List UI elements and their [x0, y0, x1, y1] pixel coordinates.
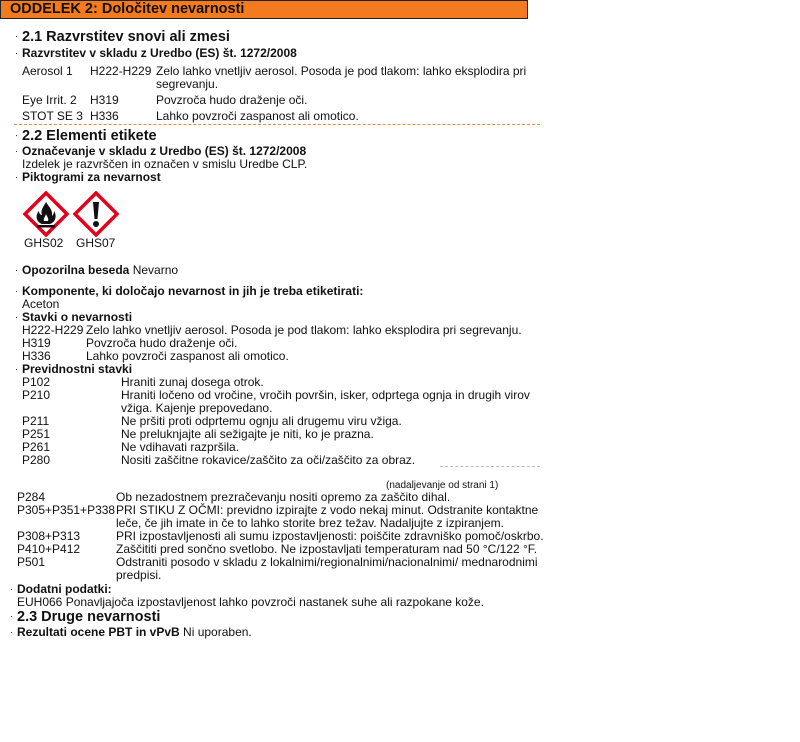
- additional-text: EUH066 Ponavljajoča izpostavljenost lahko povzroči nastanek suhe ali razpokane kože.: [17, 595, 484, 609]
- precaution-code: P261: [22, 440, 51, 454]
- precaution-text: Nositi zaščitne rokavice/zaščito za oči/zaščito za obraz.: [121, 453, 416, 467]
- hazard-title: Stavki o nevarnosti: [22, 310, 133, 324]
- precaution-text: vžiga. Kajenje prepovedano.: [121, 401, 273, 415]
- continued-note: (nadaljevanje od strani 1): [386, 480, 499, 491]
- precaution-text: PRI izpostavljenosti ali sumu izpostavljenosti: poiščite zdravniško pomoč/oskrbo.: [116, 529, 544, 543]
- label-text: Izdelek je razvrščen in označen v smislu Uredbe CLP.: [22, 157, 308, 171]
- bullet: ·: [15, 172, 18, 182]
- precaution-text: leče, če jih imate in če to lahko storite brez težav. Nadaljujte z izpiranjem.: [116, 516, 504, 530]
- bullet: ·: [15, 265, 18, 275]
- signal-word-line: [22, 264, 178, 277]
- text-cell: Povzroča hudo draženje oči.: [156, 93, 308, 107]
- text-cell: Lahko povzroči zaspanost ali omotico.: [156, 109, 359, 123]
- pict-title: Piktogrami za nevarnost: [22, 170, 161, 184]
- precaution-code: P284: [17, 490, 46, 504]
- precaution-text: Zaščititi pred sončno svetlobo. Ne izpostavljati temperaturam nad 50 °C/122 °F.: [116, 542, 538, 556]
- hazard-code: H319: [22, 336, 51, 350]
- hazard-text: Zelo lahko vnetljiv aerosol. Posoda je pod tlakom: lahko eksplodira pri segrevanju.: [86, 323, 522, 337]
- s21-title: 2.1 Razvrstitev snovi ali zmesi: [22, 29, 230, 45]
- hazard-code: H222-H229: [22, 323, 84, 337]
- precaution-text: Ob nezadostnem prezračevanju nositi opremo za zaščito dihal.: [116, 490, 451, 504]
- precaution-text: Hraniti zunaj dosega otrok.: [121, 375, 264, 389]
- code-cell: H336: [90, 109, 119, 123]
- bullet: ·: [15, 31, 18, 41]
- pbt-line: [17, 626, 252, 639]
- precaution-text: Hraniti ločeno od vročine, vročih površin, isker, odprtega ognja in drugih virov: [121, 388, 530, 402]
- section-header: [0, 0, 528, 19]
- label-sub: Označevanje v skladu z Uredbo (ES) št. 1272/2008: [22, 144, 307, 158]
- pbt-label: Rezultati ocene PBT in vPvB: [17, 625, 180, 639]
- components-label: Komponente, ki določajo nevarnost in jih je treba etiketirati:: [22, 284, 364, 298]
- class-cell: Aerosol 1: [22, 64, 73, 78]
- precaution-text: PRI STIKU Z OČMI: previdno izpirajte z vodo nekaj minut. Odstranite kontaktne: [116, 503, 539, 517]
- signal-word: Nevarno: [132, 263, 179, 277]
- precaution-code: P102: [22, 375, 51, 389]
- section-title: ODDELEK 2: Določitev nevarnosti: [10, 1, 245, 17]
- hazard-text: Lahko povzroči zaspanost ali omotico.: [86, 349, 289, 363]
- bullet: ·: [15, 312, 18, 322]
- precaution-code: P308+P313: [17, 529, 81, 543]
- class-cell: Eye Irrit. 2: [22, 93, 77, 107]
- code-cell: H319: [90, 93, 119, 107]
- precaution-code: P210: [22, 388, 51, 402]
- precaution-code: P501: [17, 555, 46, 569]
- s23-title: 2.3 Druge nevarnosti: [17, 609, 161, 625]
- pictogram-code: GHS07: [76, 236, 116, 250]
- bullet: ·: [15, 146, 18, 156]
- precaution-code: P211: [22, 414, 50, 428]
- precaution-text: Ne preluknjajte ali sežigajte je niti, ko je prazna.: [121, 427, 374, 441]
- precaution-code: P410+P412: [17, 542, 81, 556]
- page-break-divider: [440, 466, 540, 467]
- precaution-text: Odstraniti posodo v skladu z lokalnimi/regionalnimi/nacionalnimi/ mednarodnimi: [116, 555, 538, 569]
- section-divider: [14, 124, 540, 125]
- precaution-title: Previdnostni stavki: [22, 362, 133, 376]
- s22-title: 2.2 Elementi etikete: [22, 128, 157, 144]
- pbt-value: Ni uporaben.: [183, 625, 252, 639]
- pictogram-code: GHS02: [24, 236, 64, 250]
- component: Aceton: [22, 297, 60, 311]
- precaution-text: Ne pršiti proti odprtemu ognju ali drugemu viru vžiga.: [121, 414, 402, 428]
- precaution-text: Ne vdihavati razpršila.: [121, 440, 240, 454]
- code-cell: H222-H229: [90, 64, 152, 78]
- hazard-text: Povzroča hudo draženje oči.: [86, 336, 238, 350]
- bullet: ·: [10, 611, 13, 621]
- hazard-code: H336: [22, 349, 51, 363]
- bullet: ·: [15, 364, 18, 374]
- signal-label: Opozorilna beseda: [22, 263, 130, 277]
- bullet: ·: [10, 627, 13, 637]
- additional-title: Dodatni podatki:: [17, 582, 112, 596]
- precaution-code: P251: [22, 427, 51, 441]
- precaution-code: P280: [22, 453, 51, 467]
- bullet: ·: [15, 286, 18, 296]
- bullet: ·: [15, 130, 18, 140]
- text-cell: segrevanju.: [156, 77, 219, 91]
- s21-sub: Razvrstitev v skladu z Uredbo (ES) št. 1272/2008: [22, 46, 297, 60]
- bullet: ·: [10, 584, 13, 594]
- bullet: ·: [15, 48, 18, 58]
- precaution-code: P305+P351+P338: [17, 503, 116, 517]
- ghs02-flame-icon: [23, 191, 69, 237]
- class-cell: STOT SE 3: [22, 109, 83, 123]
- precaution-text: predpisi.: [116, 568, 162, 582]
- ghs07-exclamation-icon: [73, 191, 119, 237]
- text-cell: Zelo lahko vnetljiv aerosol. Posoda je pod tlakom: lahko eksplodira pri: [156, 64, 527, 78]
